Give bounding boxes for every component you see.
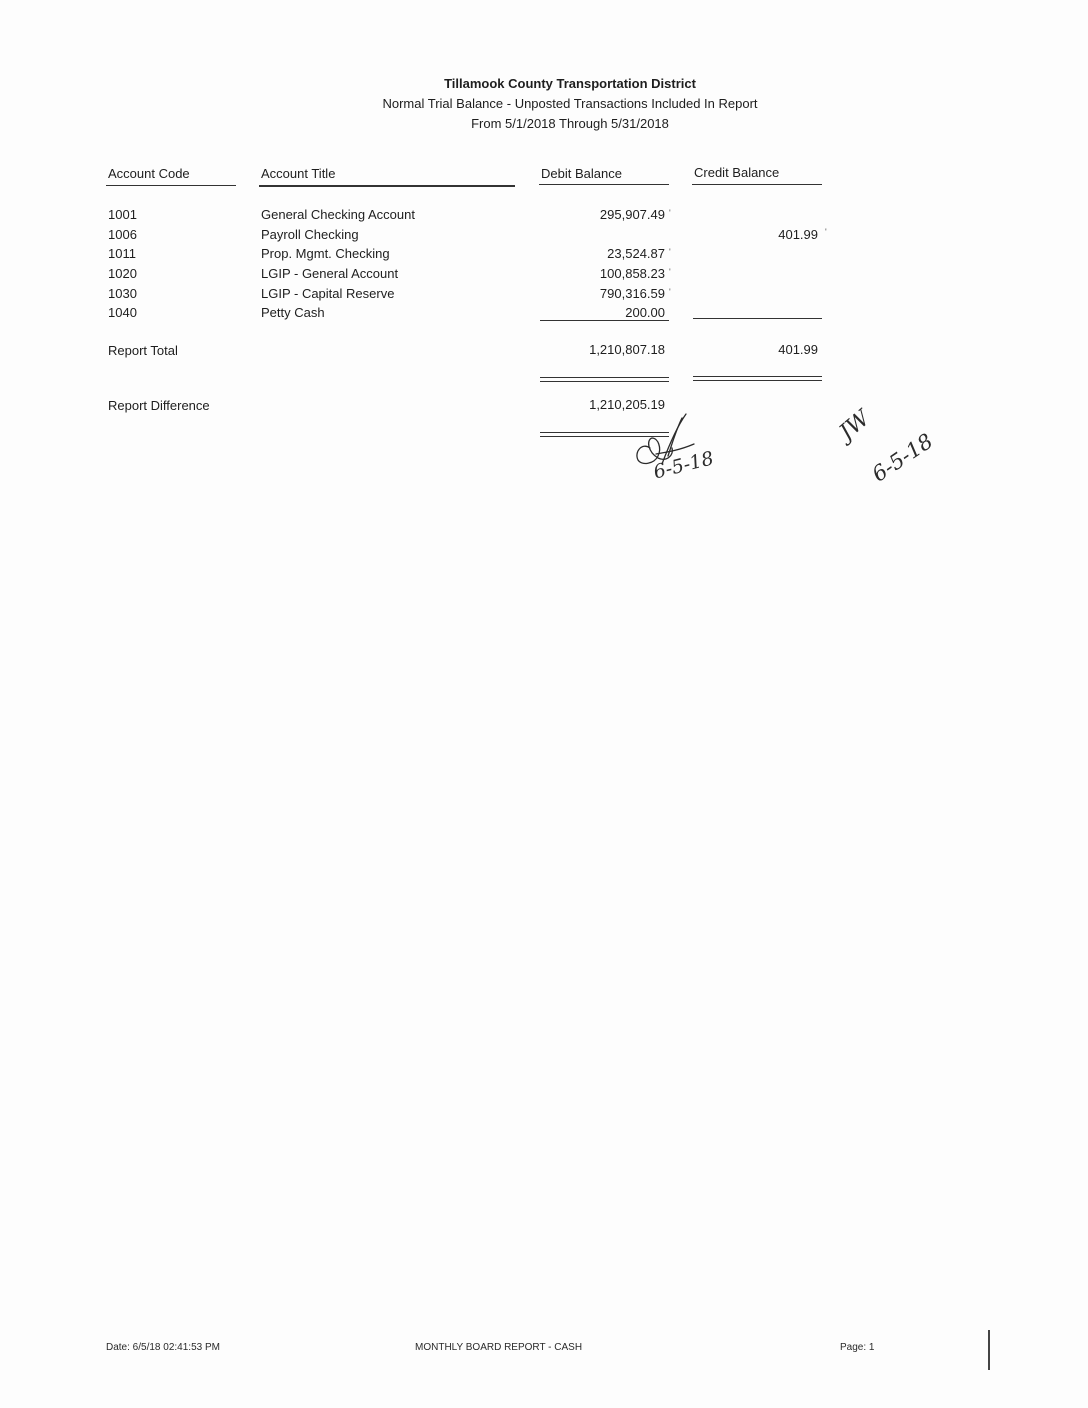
column-underline bbox=[539, 184, 669, 185]
organization-name: Tillamook County Transportation District bbox=[444, 76, 696, 91]
account-code: 1001 bbox=[108, 207, 137, 222]
account-title: Prop. Mgmt. Checking bbox=[261, 246, 390, 261]
handwritten-date: 6-5-18 bbox=[867, 428, 938, 487]
footer-report-title: MONTHLY BOARD REPORT - CASH bbox=[415, 1342, 583, 1353]
report-name: Normal Trial Balance - Unposted Transactions Included In Report bbox=[382, 96, 758, 111]
check-mark: ' bbox=[669, 208, 671, 218]
column-header-account-title: Account Title bbox=[261, 166, 336, 181]
column-header-credit: Credit Balance bbox=[694, 165, 780, 180]
report-total-debit: 1,210,807.18 bbox=[589, 342, 665, 357]
scan-mark bbox=[988, 1330, 990, 1370]
report-total-label: Report Total bbox=[108, 343, 178, 358]
credit-balance: 401.99 bbox=[778, 227, 818, 242]
check-mark: ' bbox=[669, 287, 671, 297]
report-difference-debit: 1,210,205.19 bbox=[589, 397, 665, 412]
subtotal-rule bbox=[693, 318, 822, 319]
account-title: Payroll Checking bbox=[261, 227, 359, 242]
column-header-debit: Debit Balance bbox=[541, 166, 622, 181]
account-code: 1030 bbox=[108, 286, 137, 301]
check-mark: ' bbox=[669, 267, 671, 277]
debit-balance: 200.00 bbox=[625, 305, 665, 320]
debit-balance: 23,524.87 bbox=[607, 246, 665, 261]
debit-balance: 100,858.23 bbox=[599, 266, 665, 281]
column-underline bbox=[106, 185, 236, 186]
subtotal-rule bbox=[540, 320, 669, 321]
check-mark: ' bbox=[825, 227, 827, 237]
column-header-account-code: Account Code bbox=[108, 166, 190, 181]
handwritten-initials: JW bbox=[834, 405, 875, 446]
total-double-rule bbox=[693, 380, 822, 381]
account-code: 1006 bbox=[108, 227, 137, 242]
account-title: General Checking Account bbox=[261, 207, 415, 222]
footer-page-number: Page: 1 bbox=[840, 1342, 875, 1353]
debit-balance: 790,316.59 bbox=[599, 286, 665, 301]
total-double-rule bbox=[693, 376, 822, 377]
total-double-rule bbox=[540, 381, 669, 382]
total-double-rule bbox=[540, 377, 669, 378]
report-period: From 5/1/2018 Through 5/31/2018 bbox=[471, 116, 669, 131]
account-title: Petty Cash bbox=[261, 305, 325, 320]
check-mark: ' bbox=[669, 247, 671, 257]
column-underline bbox=[259, 185, 515, 187]
account-code: 1011 bbox=[108, 246, 136, 261]
footer-date: Date: 6/5/18 02:41:53 PM bbox=[106, 1342, 220, 1353]
column-underline bbox=[692, 184, 822, 185]
account-title: LGIP - General Account bbox=[261, 266, 399, 281]
account-code: 1020 bbox=[108, 266, 137, 281]
account-code: 1040 bbox=[108, 305, 137, 320]
report-difference-label: Report Difference bbox=[108, 398, 210, 413]
debit-balance: 295,907.49 bbox=[599, 207, 665, 222]
handwritten-date: 6-5-18 bbox=[651, 447, 716, 484]
report-total-credit: 401.99 bbox=[778, 342, 818, 357]
account-title: LGIP - Capital Reserve bbox=[261, 286, 395, 301]
